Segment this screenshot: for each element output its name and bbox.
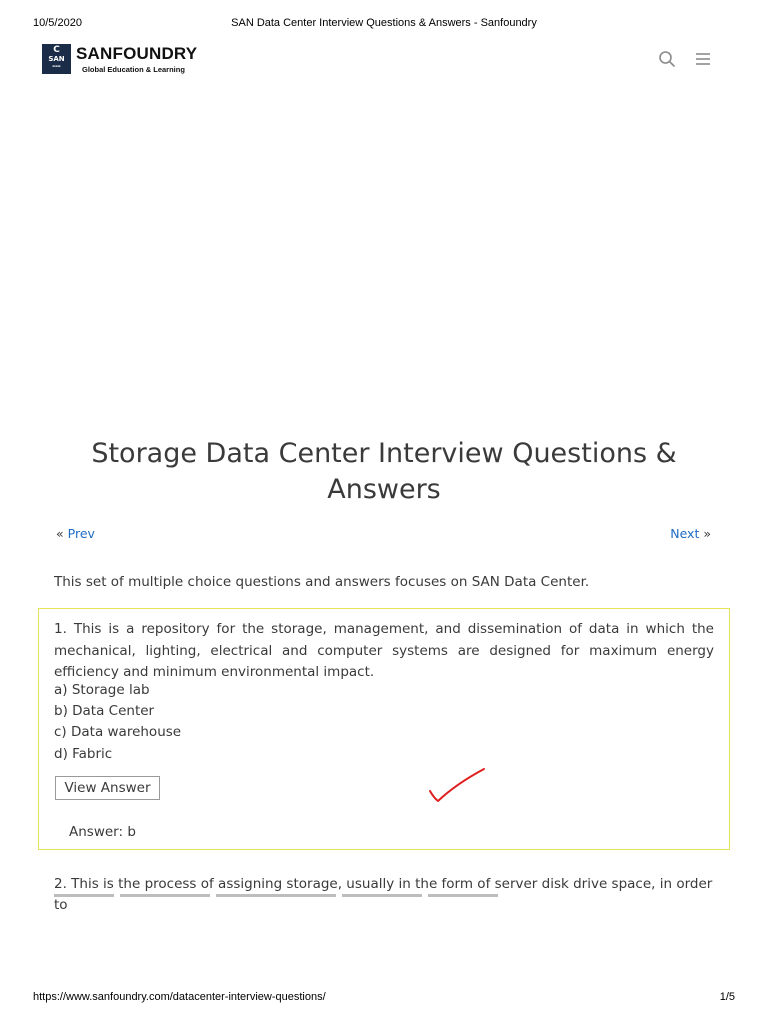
next-link[interactable]: Next (670, 526, 700, 541)
next-nav (640, 526, 711, 541)
question-1-text: 1. This is a repository for the storage, management, and dissemination of data in which the mechanical, lighting, electrical and computer systems are designed for maximum energy efficiency and minimum environmental impact. (54, 621, 714, 680)
question-2-clipped-line (54, 894, 714, 900)
logo-text: SAN (48, 55, 65, 63)
print-url[interactable]: https://www.sanfoundry.com/datacenter-interview-questions/ (33, 991, 326, 1003)
site-header (42, 44, 722, 76)
site-logo[interactable] (42, 44, 71, 74)
checkmark-icon (426, 766, 490, 806)
question-1-answer: Answer: b (69, 824, 136, 840)
prev-link[interactable]: Prev (67, 526, 95, 541)
article-intro: This set of multiple choice questions and answers focuses on SAN Data Center. (54, 574, 590, 590)
print-page-number: 1/5 (719, 991, 735, 1003)
logo-letter: C (53, 45, 60, 55)
brand-name[interactable]: SANFOUNDRY (76, 44, 198, 63)
question-1-option-c: c) Data warehouse (54, 724, 182, 740)
question-1-option-b: b) Data Center (54, 703, 155, 719)
menu-icon[interactable] (694, 50, 712, 68)
print-date: 10/5/2020 (33, 17, 82, 29)
prev-nav (56, 526, 95, 541)
question-1-option-d: d) Fabric (54, 746, 113, 762)
search-icon[interactable] (658, 50, 676, 68)
prev-arrow: « (56, 526, 64, 541)
view-answer-button[interactable]: View Answer (55, 776, 160, 800)
next-arrow: » (703, 526, 711, 541)
page-title: Storage Data Center Interview Questions & Answers (91, 438, 677, 505)
print-title: SAN Data Center Interview Questions & Answers - Sanfoundry (231, 17, 537, 29)
question-2-text: 2. This is the process of assigning storage, usually in the form of server disk drive space, in order to (54, 876, 713, 913)
question-1-box (38, 608, 730, 850)
brand-tagline: Global Education & Learning (82, 65, 185, 74)
logo-stripe: ▬▬▬ (52, 64, 61, 68)
question-1-option-a: a) Storage lab (54, 682, 150, 698)
